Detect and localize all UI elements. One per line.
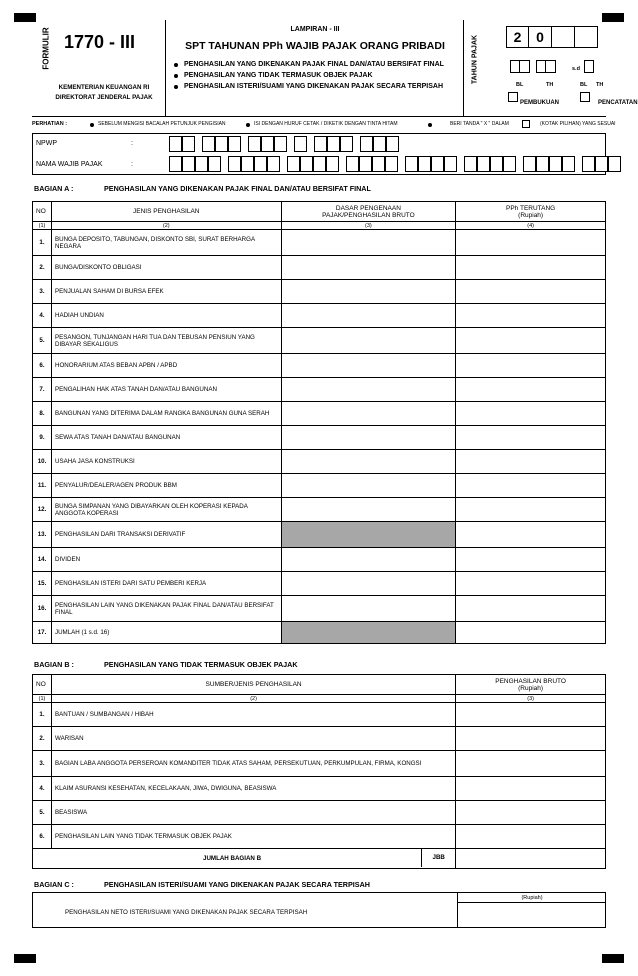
table-row	[33, 622, 606, 644]
table-row	[33, 354, 606, 378]
npwp-digit-box[interactable]	[182, 136, 195, 152]
row-description: BUNGA/DISKONTO OBLIGASI	[51, 256, 281, 280]
col-pph-line-2: (Rupiah)	[518, 211, 544, 219]
npwp-digit-box[interactable]	[202, 136, 215, 152]
bagian-c-box	[32, 892, 606, 928]
form-header	[32, 20, 638, 116]
npwp-colon: :	[131, 140, 133, 147]
year-digit-2[interactable]: 0	[529, 26, 552, 48]
registration-mark-br	[602, 954, 624, 963]
pph-terutang-value[interactable]	[456, 426, 606, 450]
year-digit-1[interactable]: 2	[506, 26, 529, 48]
table-row	[33, 777, 606, 801]
nama-char-box[interactable]	[477, 156, 490, 172]
row-number: 15.	[33, 572, 52, 596]
form-title: SPT TAHUNAN PPh WAJIB PAJAK ORANG PRIBADI	[185, 40, 445, 52]
nama-char-box[interactable]	[195, 156, 208, 172]
penghasilan-bruto-value[interactable]	[456, 777, 606, 801]
row-number: 13.	[33, 522, 52, 548]
row-description: PENYALUR/DEALER/AGEN PRODUK BBM	[51, 474, 281, 498]
row-number: 4.	[33, 304, 52, 328]
dasar-pengenaan-value[interactable]	[281, 230, 456, 256]
nama-char-box[interactable]	[549, 156, 562, 172]
bagian-c-label: BAGIAN C :	[34, 880, 74, 889]
period-start-year-2[interactable]	[546, 60, 556, 73]
nama-char-box[interactable]	[536, 156, 549, 172]
dasar-pengenaan-value[interactable]	[281, 328, 456, 354]
pph-terutang-value[interactable]	[456, 378, 606, 402]
pencatatan-checkbox[interactable]	[580, 92, 590, 102]
formulir-label: FORMULIR	[41, 27, 51, 70]
row-description: KLAIM ASURANSI KESEHATAN, KECELAKAAN, JIWA, DWIGUNA, BEASISWA	[51, 777, 455, 801]
jumlah-bagian-b-row	[33, 849, 456, 869]
table-row	[33, 498, 606, 522]
row-number: 1.	[33, 230, 52, 256]
year-digit-3[interactable]	[552, 26, 575, 48]
row-description: BEASISWA	[51, 801, 455, 825]
row-description: BANTUAN / SUMBANGAN / HIBAH	[51, 703, 455, 727]
npwp-digit-box[interactable]	[228, 136, 241, 152]
pph-terutang-value[interactable]	[456, 450, 606, 474]
header-bullet-2: PENGHASILAN YANG TIDAK TERMASUK OBJEK PAJAK	[184, 72, 373, 79]
jumlah-bagian-b-value[interactable]	[456, 849, 606, 869]
col-bruto-line-1: PENGHASILAN BRUTO	[495, 677, 566, 685]
dasar-pengenaan-value	[281, 522, 456, 548]
table-row	[33, 304, 606, 328]
row-number: 2.	[33, 727, 52, 751]
table-row	[33, 378, 606, 402]
row-description: USAHA JASA KONSTRUKSI	[51, 450, 281, 474]
nama-char-box[interactable]	[490, 156, 503, 172]
row-number: 12.	[33, 498, 52, 522]
row-number: 1.	[33, 703, 52, 727]
table-row	[33, 522, 606, 548]
bl-label-2: BL	[580, 82, 588, 88]
row-description: PENGHASILAN LAIN YANG DIKENAKAN PAJAK FINAL DAN/ATAU BERSIFAT FINAL	[51, 596, 281, 622]
table-row	[33, 727, 606, 751]
nama-char-box[interactable]	[169, 156, 182, 172]
dasar-pengenaan-value[interactable]	[281, 304, 456, 328]
row-description: BANGUNAN YANG DITERIMA DALAM RANGKA BANGUNAN GUNA SERAH	[51, 402, 281, 426]
penghasilan-bruto-value[interactable]	[456, 751, 606, 777]
nama-char-box[interactable]	[595, 156, 608, 172]
pph-terutang-value[interactable]	[456, 230, 606, 256]
table-row	[33, 751, 606, 777]
pph-terutang-value[interactable]	[456, 304, 606, 328]
perhatian-item-4: (KOTAK PILIHAN) YANG SESUAI	[540, 121, 616, 127]
row-description: SEWA ATAS TANAH DAN/ATAU BANGUNAN	[51, 426, 281, 450]
bullet-icon	[428, 123, 432, 127]
table-row	[33, 426, 606, 450]
bagian-b-table	[32, 674, 606, 869]
nama-colon: :	[131, 161, 133, 168]
bullet-icon	[90, 123, 94, 127]
nama-char-box[interactable]	[326, 156, 339, 172]
registration-mark-bl	[14, 954, 36, 963]
period-end-month[interactable]	[584, 60, 594, 73]
npwp-label: NPWP	[36, 140, 57, 147]
row-number: 3.	[33, 751, 52, 777]
table-row	[33, 825, 606, 849]
table-row	[33, 548, 606, 572]
pph-terutang-value[interactable]	[456, 498, 606, 522]
nama-char-box[interactable]	[405, 156, 418, 172]
ministry-line-1: KEMENTERIAN KEUANGAN RI	[58, 84, 150, 91]
nama-char-box[interactable]	[464, 156, 477, 172]
npwp-digit-box[interactable]	[360, 136, 373, 152]
pph-terutang-value[interactable]	[456, 548, 606, 572]
nama-char-box[interactable]	[228, 156, 241, 172]
nama-char-box[interactable]	[444, 156, 457, 172]
nama-char-box[interactable]	[418, 156, 431, 172]
col-pph-header	[456, 202, 606, 222]
dasar-pengenaan-value[interactable]	[281, 402, 456, 426]
penghasilan-bruto-value[interactable]	[456, 825, 606, 849]
row-number: 14.	[33, 548, 52, 572]
pph-terutang-value[interactable]	[456, 572, 606, 596]
bagian-a-label: BAGIAN A :	[34, 184, 74, 193]
table-row	[33, 328, 606, 354]
npwp-digit-box[interactable]	[327, 136, 340, 152]
period-start-month-2[interactable]	[520, 60, 530, 73]
sd-label: s.d	[572, 66, 580, 72]
row-number: 7.	[33, 378, 52, 402]
table-row	[33, 801, 606, 825]
row-number: 17.	[33, 622, 52, 644]
dasar-pengenaan-value	[281, 622, 456, 644]
col-index-2: (2)	[51, 695, 455, 703]
table-row	[33, 474, 606, 498]
row-number: 10.	[33, 450, 52, 474]
penghasilan-bruto-value[interactable]	[456, 801, 606, 825]
table-row	[33, 230, 606, 256]
row-number: 6.	[33, 825, 52, 849]
pph-terutang-value[interactable]	[456, 280, 606, 304]
pencatatan-label: PENCATATAN	[598, 100, 638, 106]
col-no-header: NO	[33, 202, 52, 222]
row-number: 4.	[33, 777, 52, 801]
row-description: WARISAN	[51, 727, 455, 751]
penghasilan-bruto-value[interactable]	[456, 703, 606, 727]
row-number: 8.	[33, 402, 52, 426]
header-bullet-1: PENGHASILAN YANG DIKENAKAN PAJAK FINAL DAN/ATAU BERSIFAT FINAL	[184, 61, 444, 68]
jbb-code: JBB	[421, 849, 455, 867]
nama-char-box[interactable]	[562, 156, 575, 172]
col-index-3: (3)	[456, 695, 606, 703]
table-row	[33, 450, 606, 474]
pph-terutang-value[interactable]	[456, 522, 606, 548]
nama-char-box[interactable]	[359, 156, 372, 172]
table-row	[33, 703, 606, 727]
bagian-b-title: PENGHASILAN YANG TIDAK TERMASUK OBJEK PAJAK	[104, 660, 298, 669]
header-bullet-3: PENGHASILAN ISTERI/SUAMI YANG DIKENAKAN PAJAK SECARA TERPISAH	[184, 83, 444, 90]
bl-label-1: BL	[516, 82, 524, 88]
dasar-pengenaan-value[interactable]	[281, 354, 456, 378]
col-dasar-line-1: DASAR PENGENAAN	[335, 204, 401, 212]
pph-terutang-value[interactable]	[456, 328, 606, 354]
npwp-digit-box[interactable]	[373, 136, 386, 152]
table-row	[33, 402, 606, 426]
example-checkbox	[522, 120, 530, 128]
row-number: 2.	[33, 256, 52, 280]
bagian-b-label: BAGIAN B :	[34, 660, 74, 669]
nama-label: NAMA WAJIB PAJAK	[36, 161, 103, 168]
row-number: 9.	[33, 426, 52, 450]
identity-box	[32, 133, 606, 175]
row-description: BUNGA DEPOSITO, TABUNGAN, DISKONTO SBI, SURAT BERHARGA NEGARA	[51, 230, 281, 256]
row-number: 5.	[33, 801, 52, 825]
npwp-digit-box[interactable]	[169, 136, 182, 152]
nama-char-box[interactable]	[431, 156, 444, 172]
row-description: PENJUALAN SAHAM DI BURSA EFEK	[51, 280, 281, 304]
ministry-line-2: DIREKTORAT JENDERAL PAJAK	[55, 94, 153, 101]
bullet-icon	[174, 74, 178, 78]
row-number: 11.	[33, 474, 52, 498]
row-description: PESANGON, TUNJANGAN HARI TUA DAN TEBUSAN PENSIUN YANG DIBAYAR SEKALIGUS	[51, 328, 281, 354]
th-label-2: TH	[596, 82, 604, 88]
nama-char-box[interactable]	[287, 156, 300, 172]
table-row	[33, 596, 606, 622]
nama-char-box[interactable]	[346, 156, 359, 172]
perhatian-item-1: SEBELUM MENGISI BACALAH PETUNJUK PENGISIAN	[98, 121, 226, 127]
npwp-digit-box[interactable]	[294, 136, 307, 152]
pph-terutang-value[interactable]	[456, 354, 606, 378]
table-row	[33, 280, 606, 304]
npwp-digit-box[interactable]	[248, 136, 261, 152]
row-description: PENGHASILAN DARI TRANSAKSI DERIVATIF	[51, 522, 281, 548]
jumlah-bagian-b-label: JUMLAH BAGIAN B	[203, 855, 262, 862]
nama-char-box[interactable]	[503, 156, 516, 172]
row-description: PENGHASILAN LAIN YANG TIDAK TERMASUK OBJEK PAJAK	[51, 825, 455, 849]
dasar-pengenaan-value[interactable]	[281, 498, 456, 522]
row-number: 3.	[33, 280, 52, 304]
row-description: HADIAH UNDIAN	[51, 304, 281, 328]
perhatian-bar	[32, 121, 632, 131]
nama-char-box[interactable]	[208, 156, 221, 172]
npwp-digit-box[interactable]	[215, 136, 228, 152]
bagian-c-rupiah: (Rupiah)	[458, 893, 606, 903]
npwp-digit-box[interactable]	[314, 136, 327, 152]
lampiran-label: LAMPIRAN - III	[290, 26, 340, 33]
th-label-1: TH	[546, 82, 554, 88]
dasar-pengenaan-value[interactable]	[281, 378, 456, 402]
year-digit-4[interactable]	[575, 26, 598, 48]
period-start-year-1[interactable]	[536, 60, 546, 73]
row-description: JUMLAH (1 s.d. 16)	[51, 622, 281, 644]
col-bruto-line-2: (Rupiah)	[518, 684, 544, 692]
bagian-c-row-text: PENGHASILAN NETO ISTERI/SUAMI YANG DIKENAKAN PAJAK SECARA TERPISAH	[65, 909, 308, 916]
bullet-icon	[174, 63, 178, 67]
perhatian-item-3: BERI TANDA " X " DALAM	[450, 121, 509, 127]
col-jenis-header: JENIS PENGHASILAN	[51, 202, 281, 222]
nama-char-box[interactable]	[372, 156, 385, 172]
table-row	[33, 572, 606, 596]
header-divider	[32, 116, 606, 117]
col-index-3: (3)	[281, 222, 456, 230]
dasar-pengenaan-value[interactable]	[281, 548, 456, 572]
nama-char-box[interactable]	[313, 156, 326, 172]
col-index-2: (2)	[51, 222, 281, 230]
pph-terutang-value[interactable]	[456, 622, 606, 644]
nama-char-box[interactable]	[582, 156, 595, 172]
pph-terutang-value[interactable]	[456, 402, 606, 426]
npwp-digit-box[interactable]	[261, 136, 274, 152]
row-description: PENGHASILAN ISTERI DARI SATU PEMBERI KERJA	[51, 572, 281, 596]
row-description: BUNGA SIMPANAN YANG DIBAYARKAN OLEH KOPERASI KEPADA ANGGOTA KOPERASI	[51, 498, 281, 522]
row-description: HONORARIUM ATAS BEBAN APBN / APBD	[51, 354, 281, 378]
nama-char-box[interactable]	[300, 156, 313, 172]
tahun-pajak-label: TAHUN PAJAK	[471, 34, 479, 85]
nama-char-box[interactable]	[254, 156, 267, 172]
bagian-c-value[interactable]	[458, 903, 606, 927]
dasar-pengenaan-value[interactable]	[281, 450, 456, 474]
nama-char-box[interactable]	[182, 156, 195, 172]
perhatian-item-2: ISI DENGAN HURUF CETAK / DIKETIK DENGAN TINTA HITAM	[254, 121, 398, 127]
npwp-digit-box[interactable]	[386, 136, 399, 152]
col-index-4: (4)	[456, 222, 606, 230]
row-description: BAGIAN LABA ANGGOTA PERSEROAN KOMANDITER TIDAK ATAS SAHAM, PERSEKUTUAN, PERKUMPULAN, FIRMA, KONGSI	[51, 751, 455, 777]
row-number: 16.	[33, 596, 52, 622]
pph-terutang-value[interactable]	[456, 474, 606, 498]
col-sumber-header: SUMBER/JENIS PENGHASILAN	[51, 675, 455, 695]
dasar-pengenaan-value[interactable]	[281, 280, 456, 304]
dasar-pengenaan-value[interactable]	[281, 426, 456, 450]
dasar-pengenaan-value[interactable]	[281, 572, 456, 596]
npwp-digit-box[interactable]	[340, 136, 353, 152]
bagian-c-title: PENGHASILAN ISTERI/SUAMI YANG DIKENAKAN PAJAK SECARA TERPISAH	[104, 880, 370, 889]
row-description: PENGALIHAN HAK ATAS TANAH DAN/ATAU BANGUNAN	[51, 378, 281, 402]
bagian-a-title: PENGHASILAN YANG DIKENAKAN PAJAK FINAL DAN/ATAU BERSIFAT FINAL	[104, 184, 371, 193]
bullet-icon	[246, 123, 250, 127]
perhatian-label: PERHATIAN :	[32, 121, 68, 127]
pph-terutang-value[interactable]	[456, 256, 606, 280]
nama-char-box[interactable]	[523, 156, 536, 172]
penghasilan-bruto-value[interactable]	[456, 727, 606, 751]
col-dasar-header	[281, 202, 456, 222]
table-row	[33, 256, 606, 280]
pph-terutang-value[interactable]	[456, 596, 606, 622]
col-no-header: NO	[33, 675, 52, 695]
form-code: 1770 - III	[64, 32, 136, 52]
period-start-month-1[interactable]	[510, 60, 520, 73]
col-index-1: (1)	[33, 695, 52, 703]
bagian-a-table	[32, 201, 606, 644]
nama-char-box[interactable]	[241, 156, 254, 172]
col-index-1: (1)	[33, 222, 52, 230]
nama-char-box[interactable]	[608, 156, 621, 172]
col-bruto-header	[456, 675, 606, 695]
row-number: 6.	[33, 354, 52, 378]
npwp-digit-box[interactable]	[274, 136, 287, 152]
dasar-pengenaan-value[interactable]	[281, 596, 456, 622]
bullet-icon	[174, 85, 178, 89]
row-description: DIVIDEN	[51, 548, 281, 572]
pembukuan-label: PEMBUKUAN	[520, 100, 559, 106]
row-number: 5.	[33, 328, 52, 354]
dasar-pengenaan-value[interactable]	[281, 474, 456, 498]
pembukuan-checkbox[interactable]	[508, 92, 518, 102]
col-pph-line-1: PPh TERUTANG	[506, 204, 556, 212]
col-dasar-line-2: PAJAK/PENGHASILAN BRUTO	[322, 211, 415, 219]
nama-char-box[interactable]	[385, 156, 398, 172]
nama-char-box[interactable]	[267, 156, 280, 172]
dasar-pengenaan-value[interactable]	[281, 256, 456, 280]
